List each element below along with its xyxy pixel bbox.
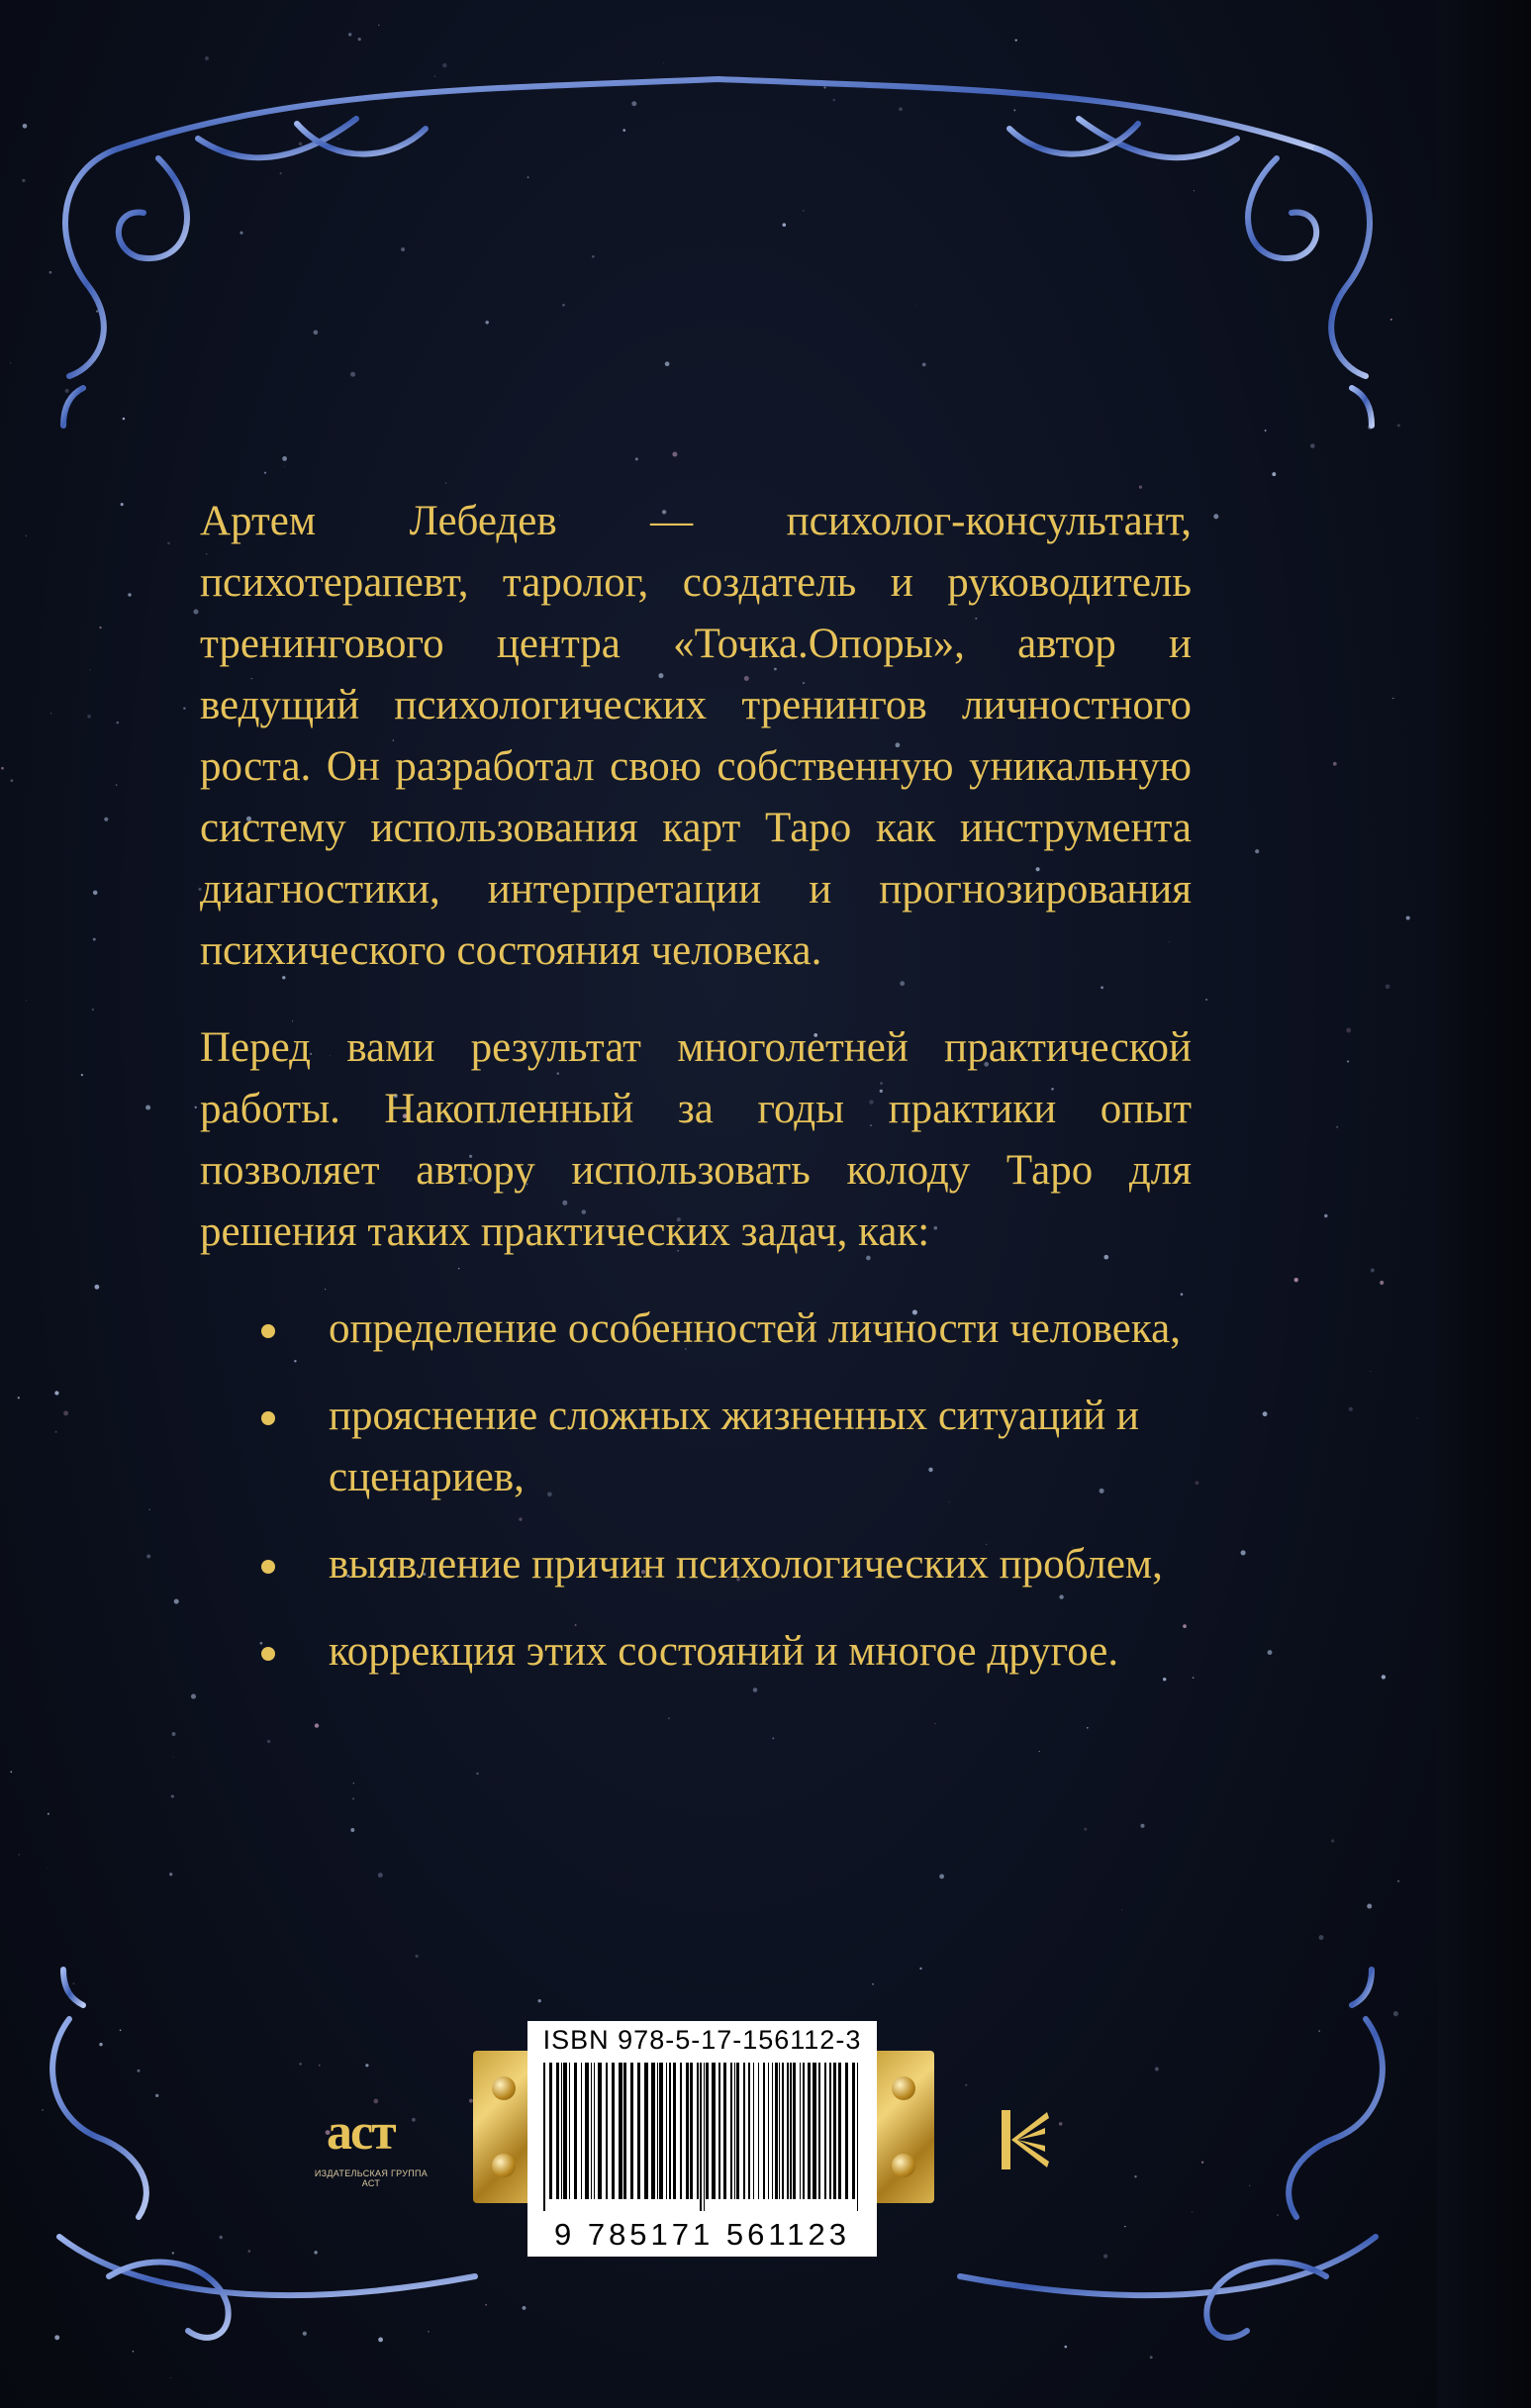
ast-logo-subtitle: ИЗДАТЕЛЬСКАЯ ГРУППА АСТ bbox=[314, 2168, 429, 2188]
task-list bbox=[200, 1299, 1192, 1683]
barcode-bar bbox=[787, 2063, 789, 2199]
barcode-bar bbox=[818, 2063, 820, 2199]
barcode-bar bbox=[779, 2063, 780, 2199]
barcode-bar bbox=[591, 2063, 592, 2199]
barcode-bar bbox=[838, 2063, 841, 2199]
spine-edge bbox=[1437, 0, 1531, 2408]
barcode-bar bbox=[673, 2063, 676, 2199]
barcode-bar bbox=[549, 2063, 552, 2199]
clasp-right bbox=[873, 2051, 934, 2203]
barcode-bar bbox=[669, 2063, 671, 2199]
barcode-bar bbox=[813, 2063, 816, 2199]
barcode-bar bbox=[824, 2063, 826, 2199]
barcode-bar bbox=[718, 2063, 720, 2199]
barcode-bar bbox=[775, 2063, 778, 2199]
barcode-bar bbox=[574, 2063, 577, 2199]
barcode-bar bbox=[680, 2063, 682, 2199]
barcode-bar bbox=[829, 2063, 831, 2199]
barcode-bar bbox=[619, 2063, 622, 2199]
barcode-bar bbox=[736, 2063, 739, 2199]
barcode-bar bbox=[666, 2063, 667, 2199]
barcode-bars bbox=[543, 2063, 861, 2211]
barcode-bar bbox=[730, 2063, 732, 2199]
ast-logo-text: аст bbox=[327, 2104, 395, 2161]
list-item: выявление причин психологических проблем, bbox=[200, 1534, 1192, 1595]
barcode-bar bbox=[651, 2063, 655, 2199]
barcode-bar bbox=[753, 2063, 754, 2199]
barcode-bar bbox=[700, 2063, 702, 2211]
list-item: коррекция этих состояний и многое другое. bbox=[200, 1621, 1192, 1683]
barcode-bar bbox=[808, 2063, 811, 2199]
rivet-icon bbox=[492, 2154, 516, 2177]
barcode-bar bbox=[790, 2063, 792, 2199]
barcode-bar bbox=[706, 2063, 709, 2199]
barcode-bar bbox=[630, 2063, 633, 2199]
rivet-icon bbox=[892, 2154, 915, 2177]
barcode-bar bbox=[833, 2063, 836, 2199]
barcode-bar bbox=[782, 2063, 784, 2199]
barcode bbox=[527, 2021, 877, 2257]
barcode-bar bbox=[598, 2063, 602, 2199]
barcode-bar bbox=[659, 2063, 663, 2199]
barcode-digits: 9 785171 561123 bbox=[553, 2217, 851, 2252]
barcode-bar bbox=[581, 2063, 582, 2199]
barcode-bar bbox=[734, 2063, 735, 2199]
barcode-bar bbox=[712, 2063, 716, 2199]
barcode-bar bbox=[606, 2063, 608, 2199]
barcode-bar bbox=[772, 2063, 773, 2199]
barcode-bar bbox=[697, 2063, 699, 2199]
barcode-bar bbox=[569, 2063, 570, 2199]
barcode-bar bbox=[690, 2063, 693, 2199]
bullet-dot bbox=[261, 1647, 275, 1661]
barcode-bar bbox=[585, 2063, 589, 2199]
bullet-dot bbox=[261, 1324, 275, 1338]
bullet-dot bbox=[261, 1411, 275, 1425]
barcode-bar bbox=[768, 2063, 769, 2199]
barcode-bar bbox=[845, 2063, 848, 2199]
description-text bbox=[200, 491, 1192, 1708]
barcode-bar bbox=[543, 2063, 545, 2211]
barcode-bar bbox=[594, 2063, 595, 2199]
ast-publisher-logo bbox=[313, 2103, 430, 2188]
barcode-bar bbox=[800, 2063, 801, 2199]
barcode-bar bbox=[561, 2063, 562, 2199]
barcode-bar bbox=[803, 2063, 805, 2199]
barcode-bar bbox=[612, 2063, 615, 2199]
clasp-left bbox=[473, 2051, 534, 2203]
barcode-bar bbox=[623, 2063, 626, 2199]
barcode-bar bbox=[556, 2063, 559, 2199]
isbn-label: ISBN 978-5-17-156112-3 bbox=[542, 2025, 862, 2055]
barcode-bar bbox=[686, 2063, 689, 2199]
barcode-bar bbox=[644, 2063, 648, 2199]
barcode-bar bbox=[704, 2063, 705, 2211]
bullet-dot bbox=[261, 1560, 275, 1574]
rivet-icon bbox=[492, 2076, 516, 2100]
author-paragraph: Артем Лебедев — психолог-консультант, психотерапевт, таролог, создатель и руководитель тренингового центра «Точка.Опоры», автор и ведущий психологических тренингов личностного роста. Он разработал свою собственную уникальную систему использования карт Таро как инструмента диагностики, интерпретации и прогнозирования психического состояния человека. bbox=[200, 498, 1192, 974]
barcode-bar bbox=[758, 2063, 759, 2199]
list-item: прояснение сложных жизненных ситуаций и сценариев, bbox=[200, 1386, 1192, 1508]
barcode-bar bbox=[657, 2063, 658, 2199]
barcode-bar bbox=[763, 2063, 765, 2199]
imprint-k-logo bbox=[998, 2108, 1053, 2171]
barcode-bar bbox=[857, 2063, 858, 2211]
list-item: определение особенностей личности человека, bbox=[200, 1299, 1192, 1360]
barcode-bar bbox=[852, 2063, 855, 2199]
barcode-bar bbox=[793, 2063, 796, 2199]
barcode-bar bbox=[563, 2063, 567, 2199]
barcode-bar bbox=[637, 2063, 640, 2199]
book-paragraph: Перед вами результат многолетней практической работы. Накопленный за годы практики опыт позволяет автору использовать колоду Таро для решения таких практических задач, как: bbox=[200, 1024, 1192, 1255]
rivet-icon bbox=[892, 2076, 915, 2100]
barcode-bar bbox=[723, 2063, 726, 2199]
barcode-bar bbox=[748, 2063, 750, 2199]
barcode-bar bbox=[743, 2063, 745, 2199]
